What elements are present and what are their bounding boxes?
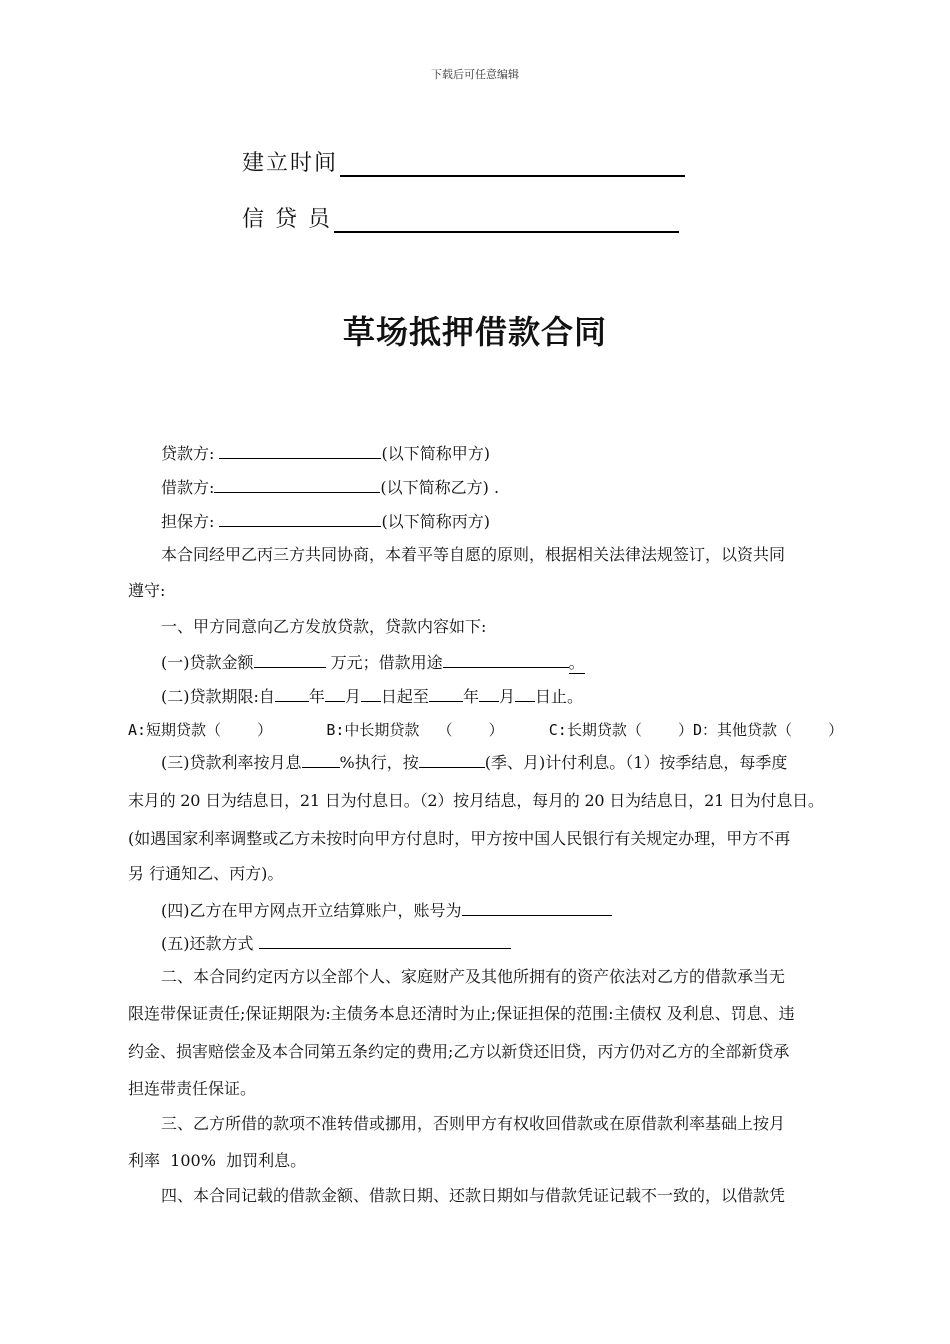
account-label: (四)乙方在甲方网点开立结算账户，账号为: [161, 901, 462, 920]
interest-method-text: (季、月)计付利息。（1）按季结息，每季度: [484, 753, 788, 772]
header-note: 下载后可任意编辑: [431, 68, 519, 81]
term-to-label: 日起至: [380, 687, 429, 706]
lender-label: 贷款方:: [161, 444, 220, 463]
interest-rate-blank: [302, 752, 340, 768]
repay-blank: [259, 933, 511, 949]
created-time-row: [242, 146, 685, 177]
clause2-line-1: 二、本合同约定丙方以全部个人、家庭财产及其他所拥有的资产依法对乙方的借款承当无: [161, 967, 786, 986]
borrower-label: 借款方:: [161, 478, 215, 497]
clause2-line-2: 限连带保证责任;保证期限为:主债务本息还清时为止;保证担保的范围:主债权 及利息、罚息、违: [128, 1004, 795, 1023]
page-title: 草场抵押借款合同: [342, 313, 607, 351]
loan-officer-blank: [334, 209, 679, 233]
clause2-line-4: 担连带责任保证。: [128, 1079, 257, 1098]
term-from-year-blank: [275, 686, 309, 702]
clause2-line-3: 约金、损害赔偿金及本合同第五条约定的费用;乙方以新贷还旧贷，丙方仍对乙方的全部新贷承: [128, 1042, 790, 1061]
term-month-2: 月: [498, 687, 515, 706]
clause4-line-1: 四、本合同记载的借款金额、借款日期、还款日期如与借款凭证记载不一致的，以借款凭: [161, 1186, 786, 1205]
loan-purpose-end: 。: [568, 653, 585, 672]
loan-purpose-label: 万元；借款用途: [325, 653, 443, 672]
loan-officer-row: [242, 202, 679, 233]
account-line: [161, 900, 612, 921]
term-year-1: 年: [308, 687, 325, 706]
lender-blank: [219, 443, 381, 459]
interest-rate-line-4: 另 行通知乙、丙方)。: [128, 864, 284, 883]
guarantor-suffix: (以下简称丙方): [381, 512, 490, 531]
loan-amount-line: [161, 652, 585, 674]
term-to-year-blank: [429, 686, 463, 702]
created-time-label: 建立时间: [242, 151, 339, 176]
loan-term-line: [161, 686, 583, 707]
term-end: 日止。: [534, 687, 583, 706]
interest-method-blank: [419, 752, 485, 768]
guarantor-line: [161, 511, 490, 532]
account-blank: [462, 900, 612, 916]
guarantor-label: 担保方:: [161, 512, 220, 531]
term-month-1: 月: [344, 687, 361, 706]
loan-types-line: A:短期贷款（ ） B:中长期贷款 （ ） C:长期贷款（ ）D：其他贷款（ ）: [128, 721, 844, 739]
interest-rate-line: [161, 752, 787, 773]
term-from-month-blank: [325, 686, 345, 702]
intro-line-1: 本合同经甲乙丙三方共同协商，本着平等自愿的原则，根据相关法律法规签订，以资共同: [161, 545, 786, 564]
interest-method-label: %执行，按: [339, 753, 419, 772]
interest-rate-line-3: (如遇国家利率调整或乙方未按时向甲方付息时，甲方按中国人民银行有关规定办理，甲方不再: [128, 829, 791, 848]
term-to-month-blank: [479, 686, 499, 702]
loan-amount-label: (一)贷款金额: [161, 653, 254, 672]
lender-line: [161, 443, 490, 464]
clause3-line-2: 利率 100% 加罚利息。: [128, 1151, 307, 1170]
term-from-label: (二)贷款期限:自: [161, 687, 275, 706]
loan-purpose-blank: [443, 652, 569, 668]
repay-line: [161, 933, 511, 954]
loan-amount-blank: [254, 652, 326, 668]
guarantor-blank: [219, 511, 381, 527]
term-year-2: 年: [462, 687, 479, 706]
interest-rate-line-2: 末月的 20 日为结息日，21 日为付息日。（2）按月结息，每月的 20 日为结息日，21 日为付息日。: [128, 791, 824, 810]
clause1-heading: 一、甲方同意向乙方发放贷款，贷款内容如下:: [161, 617, 487, 636]
term-to-day-blank: [515, 686, 535, 702]
intro-line-2: 遵守:: [128, 581, 166, 600]
interest-rate-label: (三)贷款利率按月息: [161, 753, 302, 772]
loan-officer-label: 信 贷 员: [242, 207, 332, 232]
clause3-line-1: 三、乙方所借的款项不准转借或挪用，否则甲方有权收回借款或在原借款利率基础上按月: [161, 1114, 786, 1133]
term-from-day-blank: [361, 686, 381, 702]
borrower-suffix: (以下简称乙方) .: [380, 478, 500, 497]
repay-label: (五)还款方式: [161, 934, 259, 953]
created-time-blank: [340, 153, 685, 177]
borrower-line: [161, 477, 499, 498]
lender-suffix: (以下简称甲方): [381, 444, 490, 463]
borrower-blank: [214, 477, 380, 493]
